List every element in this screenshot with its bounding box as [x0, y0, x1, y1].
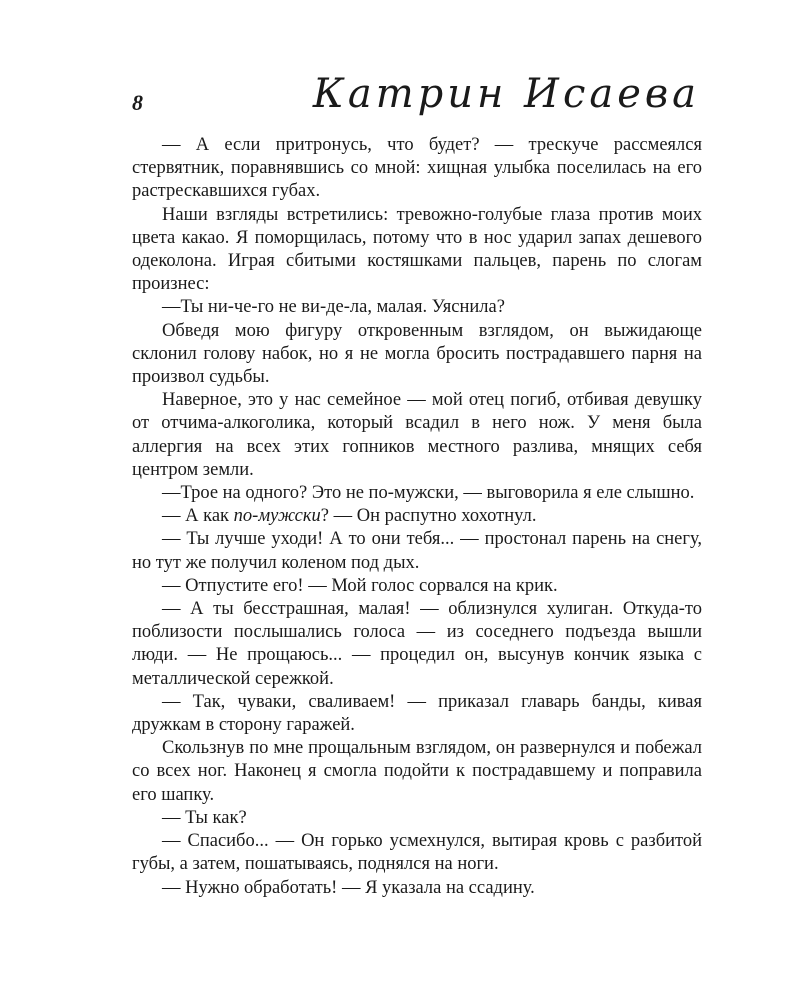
paragraph: —Трое на одного? Это не по-мужски, — выговорила я еле слышно.: [162, 483, 695, 504]
paragraph: Скользнув по мне прощальным взглядом, он развернулся и побежал со всех ног. Наконец я смогла подойти к пострадавшему и поправила его шапку.: [132, 738, 702, 805]
paragraph: — Ты как?: [162, 807, 247, 828]
paragraph: Наверное, это у нас семейное — мой отец погиб, отбивая девушку от отчима-алкоголика, который всадил в него нож. У меня была аллергия на всех этих гопников местного разлива, мнящих себя центром земли.: [132, 390, 702, 480]
paragraph: —Ты ни-че-го не ви-де-ла, малая. Уяснила?: [162, 297, 505, 318]
paragraph: — А ты бесстрашная, малая! — облизнулся хулиган. Откуда-то поблизости послышались голоса — из соседнего подъезда вышли люди. — Не прощаюсь... — процедил он, высунув кончик языка с металлической сережкой.: [132, 599, 702, 689]
paragraph: Обведя мою фигуру откровенным взглядом, он выжидающе склонил голову набок, но я не могла бросить пострадавшего парня на произвол судьбы.: [132, 320, 702, 388]
paragraph: — Спасибо... — Он горько усмехнулся, вытирая кровь с разбитой губы, а затем, пошатываясь, поднялся на ноги.: [132, 831, 702, 875]
body-text: [132, 134, 702, 900]
paragraph: — Нужно обработать! — Я указала на ссадину.: [162, 877, 535, 898]
paragraph: [132, 505, 702, 528]
paragraph-text: ? — Он распутно хохотнул.: [320, 506, 537, 527]
paragraph: — Ты лучше уходи! А то они тебя... — простонал парень на снегу, но тут же получил коленом под дых.: [132, 529, 702, 573]
page-number: 8: [132, 90, 143, 115]
paragraph: — Так, чуваки, сваливаем! — приказал главарь банды, кивая дружкам в сторону гаражей.: [132, 691, 702, 736]
paragraph: — А если притронусь, что будет? — трескуче рассмеялся стервятник, поравнявшись со мной: хищная улыбка поселилась на его растрескавшихся губах.: [132, 135, 702, 202]
paragraph: Наши взгляды встретились: тревожно-голубые глаза против моих цвета какао. Я поморщилась, потому что в нос ударил запах дешевого одеколона. Играя сбитыми костяшками пальцев, парень по слогам произнес:: [132, 204, 702, 295]
paragraph: — Отпустите его! — Мой голос сорвался на крик.: [162, 575, 558, 596]
running-head-author: Катрин Исаева: [312, 71, 700, 117]
italic-emphasis: по-мужски: [233, 506, 321, 527]
paragraph-text: — А как: [162, 506, 234, 527]
